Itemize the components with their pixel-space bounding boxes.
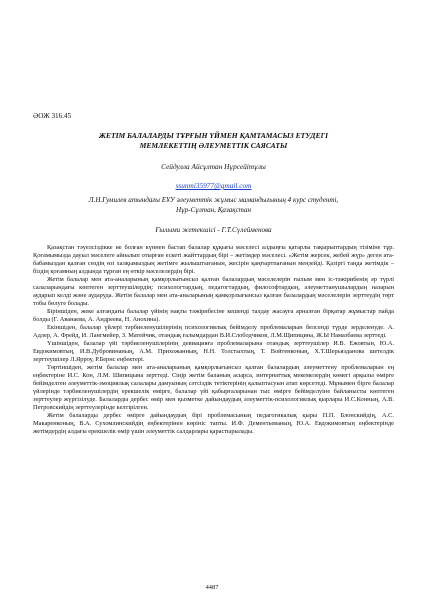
udc-code: ӘОЖ 316.45 <box>33 112 72 120</box>
body-paragraph: Қазақстан тәуелсіздікке не болған күннен бастап балалар құқығы мәселесі алдыңғы қатарлы тақырыптардың тізіміне тұр. Қоғамымызда дауыл мәселеге айналып отырған ескеті жайттардың бірі – жетімдер мәселесі. «Жетім жерсек, жебей жүр» деген ата-бабамыздан қалған сөздің өзі халқымыздың жетімге жылыштығанын, жесірін қаңғыртпағанын меңзейді. Қазіргі таңда жетімдік – біздің қоғамның алдында тұрған ең өткір мәселелердің бірі. <box>33 244 394 275</box>
article-body <box>33 244 394 436</box>
body-paragraph: Біріншіден, жеке алғандағы балалар үйінің нақты тәжірибесіне кешенді талдау жасауға арналған бірқатар жұмыстар пайда болды (Г. Аванаева, А. Андреева, Н. Анохина). <box>33 308 394 323</box>
author-email-link[interactable]: ssunmi35977@gmail.com <box>175 181 252 190</box>
title-line: ЖЕТІМ БАЛАЛАРДЫ ТҰРҒЫН ҮЙМЕН ҚАМТАМАСЫЗ ЕТУДЕГІ <box>98 131 329 140</box>
body-paragraph: Үшіншіден, балалар үйі тәрбиеленушілерінің девиацияға проблемаларына отандық зерттеушілер И.В. Ежовтын, Ю.А. Евдокимовтың, И.В.Дубровинаның, А.М. Прихожанның, Н.Н. Толстыхтың, Т. Войтенконың, Х.Т.Шерьязданова шетелдік зерттеушілер Л.Ярроу, Р.Бернс еңбектері. <box>33 340 394 363</box>
body-paragraph: Жетім балаларды дербес өмірге дайындаудың бірі проблемасының педагогикалық қыры П.П. Блонскийдің, А.С. Макаренконың, В.А. Сухомлинскийдің еңбектерінен көрініс тапты. И.Ф. Дементьеваның, Ю.А. Евдокимовтың еңбектерінде жетімдердің алдағы ерекшелік өмір үшін әлеуметтік салдарлары қарастырылады. <box>33 412 394 435</box>
body-paragraph: Жетім балалар мен ата-аналарының қамқорлығынсыз қалған балалардың мәселелерін ғылым мен іс-тәжірибенің әр түрлі салаларындағы көптеген зерттеушілердің: психологтардың, педагогтардың, философтардың, әлеуметтанушылардың назарын аударып келді және аударуда. Жетім балалар мен ата-аналарының қамқорлығынсыз қалған балалардың мәселелерін зерттеудің төрт тобы бөлуге болады. <box>33 276 394 307</box>
author-affiliation <box>33 196 394 215</box>
affiliation-line: Нұр-Сұлтан, Қазақстан <box>175 205 252 214</box>
page-number: 4487 <box>205 584 219 591</box>
author-name: Сейдулла Айсұлтан Нұрсейітұлы <box>161 162 266 171</box>
scientific-supervisor: Ғылыми жетекшісі - Г.Т.Сүлейменова <box>155 226 272 234</box>
title-line: МЕМЛЕКЕТТІҢ ӘЛЕУМЕТТІК САЯСАТЫ <box>139 141 288 150</box>
body-paragraph: Екіншіден, балалар үйлері тәрбиеленушілерінің психологиялық бейімделу проблемаларын белсенді түрде зерделенуде. А. Адлер, А. Фрейд, И. Лангмейер, З. Матейчик, отандық ғалымдардан В.И.Слободчиков, Л.М.Щипицина, Ж.Ы Намазбаева зерттеді. <box>33 324 394 339</box>
body-paragraph: Төртіншіден, жетім балалар мен ата-аналарының қамқорлығынсыз қалған балалардың әлеуметтену проблемаларын ең еңбектеріне И.С. Кон, Л.М. Шипицына зерттеді. Сіңір жетім баланың асырса, интернаттық мекемелердің көмегі арқылы өмірге бейімделген әлеуметтік-эмоциялық салалары дамуының сәтсіздік тетіктерінің қалыптасуын атап көрсетеді. Мұнымен бірге балалар үйлерінде тәрбиеленушілердің ерекшелік өмірге, балалар үйі қабырғаларынан тыс өмірге бейімделуіне байланысты көптеген зерттеулер жүргізілуде. Балаларды дербес өмір мен қызметке дайындаудың әлеуметтік-психологиялық қырлары И.С.Конның, А.В. Петровскийдің зерттеулерінде келтірілген. <box>33 364 394 411</box>
affiliation-line: Л.Н.Гумилев атындағы ЕҰУ әлеуметтік жұмыс мамандығының 4 курс студенті, <box>88 196 339 204</box>
article-title <box>33 131 394 151</box>
